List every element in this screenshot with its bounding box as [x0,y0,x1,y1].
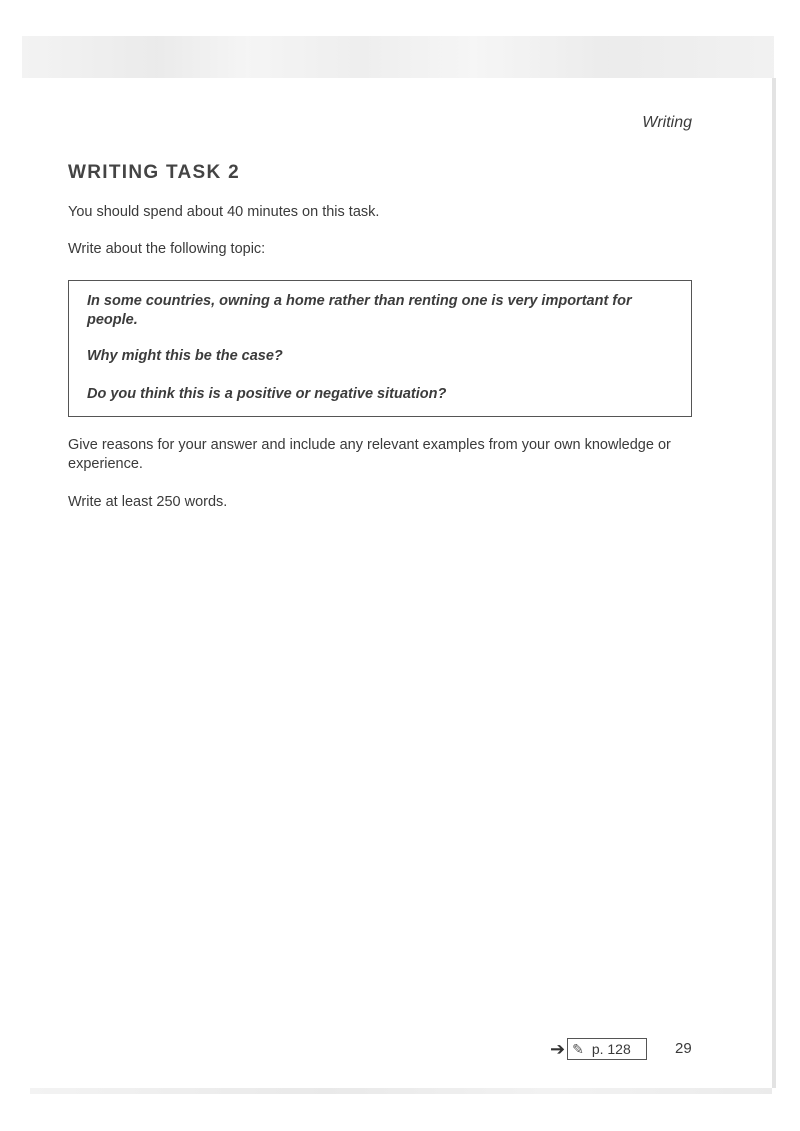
topic-statement: In some countries, owning a home rather than renting one is very important for people. [87,293,632,328]
scan-top-edge [22,36,774,78]
instruction-time: You should spend about 40 minutes on this task. [68,204,380,220]
topic-question-1: Why might this be the case? [87,348,283,364]
reference-box [567,1038,647,1060]
scan-right-edge [772,78,776,1088]
topic-box [68,280,692,417]
page-number: 29 [675,1040,692,1057]
running-head: Writing [642,114,692,131]
instruction-reasons: Give reasons for your answer and include any relevant examples from your own knowledge or experience. [68,437,671,472]
task-title: WRITING TASK 2 [68,162,240,183]
reference-text: p. 128 [591,1041,631,1057]
arrow-right-icon: ➔ [550,1039,566,1059]
topic-question-2: Do you think this is a positive or negative situation? [87,386,447,402]
scan-bottom-edge [30,1088,772,1094]
page-reference [550,1037,647,1061]
instruction-length: Write at least 250 words. [68,494,228,510]
instruction-topic: Write about the following topic: [68,241,266,257]
pencil-icon: ✎ [572,1040,584,1057]
